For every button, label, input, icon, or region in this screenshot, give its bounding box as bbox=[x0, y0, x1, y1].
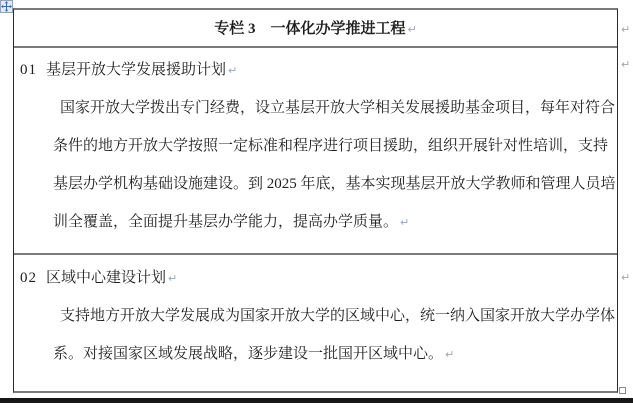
section-heading: 基层开放大学发展援助计划 bbox=[46, 62, 227, 78]
section-02-heading-line bbox=[14, 259, 617, 297]
paragraph-mark-icon: ↵ bbox=[445, 348, 455, 361]
paragraph-mark-icon: ↵ bbox=[228, 64, 238, 77]
body-line: 支持地方开放大学发展成为国家开放大学的区域中心，统一纳入国家开放大学办学体 bbox=[60, 308, 616, 324]
page-bottom-border bbox=[0, 398, 633, 403]
table-title: 专栏 3 一体化办学推进工程 bbox=[214, 21, 406, 37]
body-line bbox=[53, 203, 617, 241]
table-title-row[interactable] bbox=[14, 10, 617, 48]
body-line-text: 系。对接国家区域发展战略，逐步建设一批国开区域中心。 bbox=[53, 346, 444, 362]
section-01-heading-line bbox=[14, 51, 617, 89]
row-end-mark-icon: ↵ bbox=[621, 23, 631, 36]
special-column-table bbox=[13, 8, 618, 393]
body-line-text: 训全覆盖，全面提升基层办学能力，提高办学质量。 bbox=[53, 214, 399, 230]
paragraph-mark-icon: ↵ bbox=[400, 216, 410, 229]
section-number: 01 bbox=[20, 62, 37, 78]
body-line: 条件的地方开放大学按照一定标准和程序进行项目援助，组织开展针对性培训，支持 bbox=[53, 138, 609, 154]
move-icon bbox=[1, 1, 12, 12]
section-01-row[interactable] bbox=[14, 48, 617, 255]
paragraph-mark-icon: ↵ bbox=[407, 23, 417, 36]
section-number: 02 bbox=[20, 270, 37, 286]
section-02-row[interactable] bbox=[14, 255, 617, 373]
body-line: 基层办学机构基础设施建设。到 2025 年底，基本实现基层开放大学教师和管理人员培 bbox=[53, 176, 616, 192]
row-end-mark-icon: ↵ bbox=[621, 58, 631, 71]
table-move-handle[interactable] bbox=[0, 0, 13, 13]
row-end-mark-icon: ↵ bbox=[621, 271, 631, 284]
section-heading: 区域中心建设计划 bbox=[46, 270, 167, 286]
table-resize-handle[interactable] bbox=[619, 387, 626, 394]
body-line bbox=[53, 335, 617, 373]
body-line: 国家开放大学拨出专门经费，设立基层开放大学相关发展援助基金项目，每年对符合 bbox=[60, 100, 616, 116]
paragraph-mark-icon: ↵ bbox=[168, 272, 178, 285]
